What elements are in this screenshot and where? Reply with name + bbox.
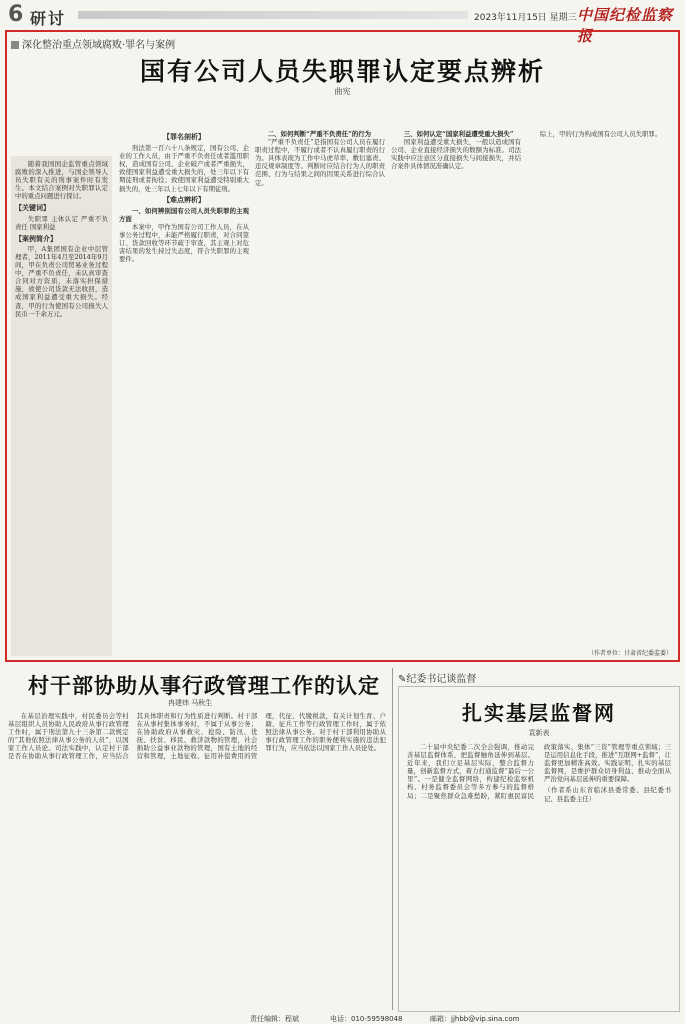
footer-editor: 责任编辑：程斌 (250, 1015, 299, 1023)
page-number: 6 (8, 2, 24, 27)
pen-icon: ✎ (398, 674, 407, 685)
kicker-text: 深化整治重点领域腐败·罪名与案例 (22, 40, 176, 51)
header-decoration-bar (78, 11, 468, 19)
article-column-1 (119, 130, 249, 650)
sidebar-lead: 随着我国国企监管重点领域腐败的深入推进，与国企领导人员失职有关的刑事案件时有发生。本文结合案例对失职罪认定中的重点问题进行探讨。 (15, 160, 108, 201)
section-heading-3: 三、如何认定“国家利益遭受重大损失” (403, 130, 514, 138)
right-article-text: 二十届中央纪委二次全会强调，推动完善基层监督体系，把监督触角延伸到基层。近年来，我们立足基层实际，整合监督力量，创新监督方式，着力打通监督“最后一公里”。一是健全监督网络，构建纪检监察机构、村务监督委员会等多方参与的监督格局；二是聚焦群众急难愁盼，紧盯惠民富民政策落实、集体“三资”管理等重点领域；三是运用信息化手段，推进“互联网+监督”，让监督更加精准高效。实践证明，扎实的基层监督网，是维护群众切身利益、推动全面从严治党向基层延伸的重要保障。 (407, 743, 671, 800)
right-article (398, 686, 680, 1012)
section-label-analysis: 【罪名剖析】 (163, 132, 205, 141)
section-heading-1: 一、如何辨别国有公司人员失职罪的主观方面 (119, 206, 249, 223)
masthead-logo: 中国纪检监察报 (577, 6, 674, 45)
article2-body (8, 712, 386, 1010)
footer-email: 邮箱：jjhbb@vip.sina.com (430, 1015, 520, 1023)
article2-text: 在基层治理实践中，村民委员会等村基层组织人员协助人民政府从事行政管理工作时，属于刑法第九十三条第二款规定的“其他依照法律从事公务的人员”，以国家工作人员论。司法实践中，认定村干部是否在协助从事行政管理工作，应当结合其具体职责和行为性质进行判断。村干部在从事村集体事务时，不属于从事公务；在协助政府从事救灾、抢险、防汛、优抚、扶贫、移民、救济款物的管理，社会捐助公益事业款物的管理，国有土地的经营和管理，土地征收、征用补偿费用的管理，代征、代缴税款，有关计划生育、户籍、征兵工作等行政管理工作时，属于依照法律从事公务。对于村干部利用协助从事行政管理工作的职务便利实施的违法犯罪行为，应当依法以国家工作人员论处。 (8, 712, 386, 761)
main-article (5, 30, 680, 662)
column-divider (392, 668, 393, 1010)
right-article-kicker (398, 670, 476, 685)
section-text-2: “严重不负责任”是指国有公司人员在履行职责过程中，不履行或者不认真履行职责的行为。具体表现为工作中马虎草率、敷衍塞责、违反规章制度等。判断时应结合行为人的职责范围、行为与结果之间的因果关系进行综合认定。 (255, 138, 385, 187)
section-text-3: 国家利益遭受重大损失，一般以造成国有公司、企业直接经济损失的数额为标准。司法实践中应注意区分直接损失与间接损失，并结合案件具体情况准确认定。 (391, 138, 521, 171)
article2-byline: 冉建炜 马秋生 (168, 699, 213, 707)
article-kicker (11, 36, 175, 51)
case-text: 甲，A集团国有企业中层管理者，2011年4月至2014年9月间，甲在负责公司贸易业务过程中，严重不负责任，未认真审查合同对方资质，未落实担保措施，致使公司货款无法收回，造成国家利益遭受重大损失。经查，甲的行为使国有公司损失人民币一千余万元。 (15, 244, 108, 318)
article-sidebar (11, 156, 112, 656)
article-column-4 (527, 130, 672, 640)
section-name: 研讨 (30, 9, 67, 28)
right-kicker-text: 纪委书记谈监督 (406, 674, 477, 685)
article-column-2 (255, 130, 385, 650)
sidebar-text (15, 160, 108, 318)
article-headline: 国有公司人员失职罪认定要点辨析 (139, 57, 545, 86)
section-text-1: 本案中，甲作为国有公司工作人员，在从事公务过程中，未能严格履行职责，对合同签订、货款回收等环节疏于审查，其主观上对危害结果的发生持过失态度，符合失职罪的主观要件。 (119, 222, 249, 264)
case-label: 【案例简介】 (15, 233, 57, 243)
article2-headline: 村干部协助从事行政管理工作的认定 (28, 673, 380, 698)
kicker-square-icon (11, 41, 19, 49)
right-article-headline: 扎实基层监督网 (462, 701, 616, 725)
article-byline: 曲宪 (334, 87, 351, 96)
right-article-body (407, 743, 671, 995)
page-footer (0, 1014, 685, 1024)
right-article-author-note: （作者系山东省临沭县委常委、县纪委书记、县监委主任） (544, 786, 671, 803)
keywords-label: 【关键词】 (15, 203, 50, 213)
keywords-text: 失职罪 主体认定 严重不负责任 国家利益 (15, 214, 108, 231)
conclusion-text: 综上，甲的行为构成国有公司人员失职罪。 (539, 130, 662, 138)
right-article-byline: 袁新表 (528, 729, 550, 737)
section-text-analysis: 刑法第一百六十八条规定，国有公司、企业的工作人员，由于严重不负责任或者滥用职权，造成国有公司、企业破产或者严重损失，致使国家利益遭受重大损失的，处三年以下有期徒刑或者拘役；致使国家利益遭受特别重大损失的，处三年以上七年以下有期徒刑。 (119, 144, 249, 193)
section-label-difficulty: 【难点辨析】 (163, 194, 205, 204)
author-affiliation: （作者单位：甘肃省纪委监委） (587, 650, 672, 657)
footer-phone: 电话：010-59598048 (330, 1015, 403, 1023)
section-heading-2: 二、如何判断“严重不负责任”的行为 (267, 130, 372, 138)
article-column-3 (391, 130, 521, 650)
page-header (0, 0, 685, 45)
issue-date: 2023年11月15日 星期三 (474, 13, 577, 23)
